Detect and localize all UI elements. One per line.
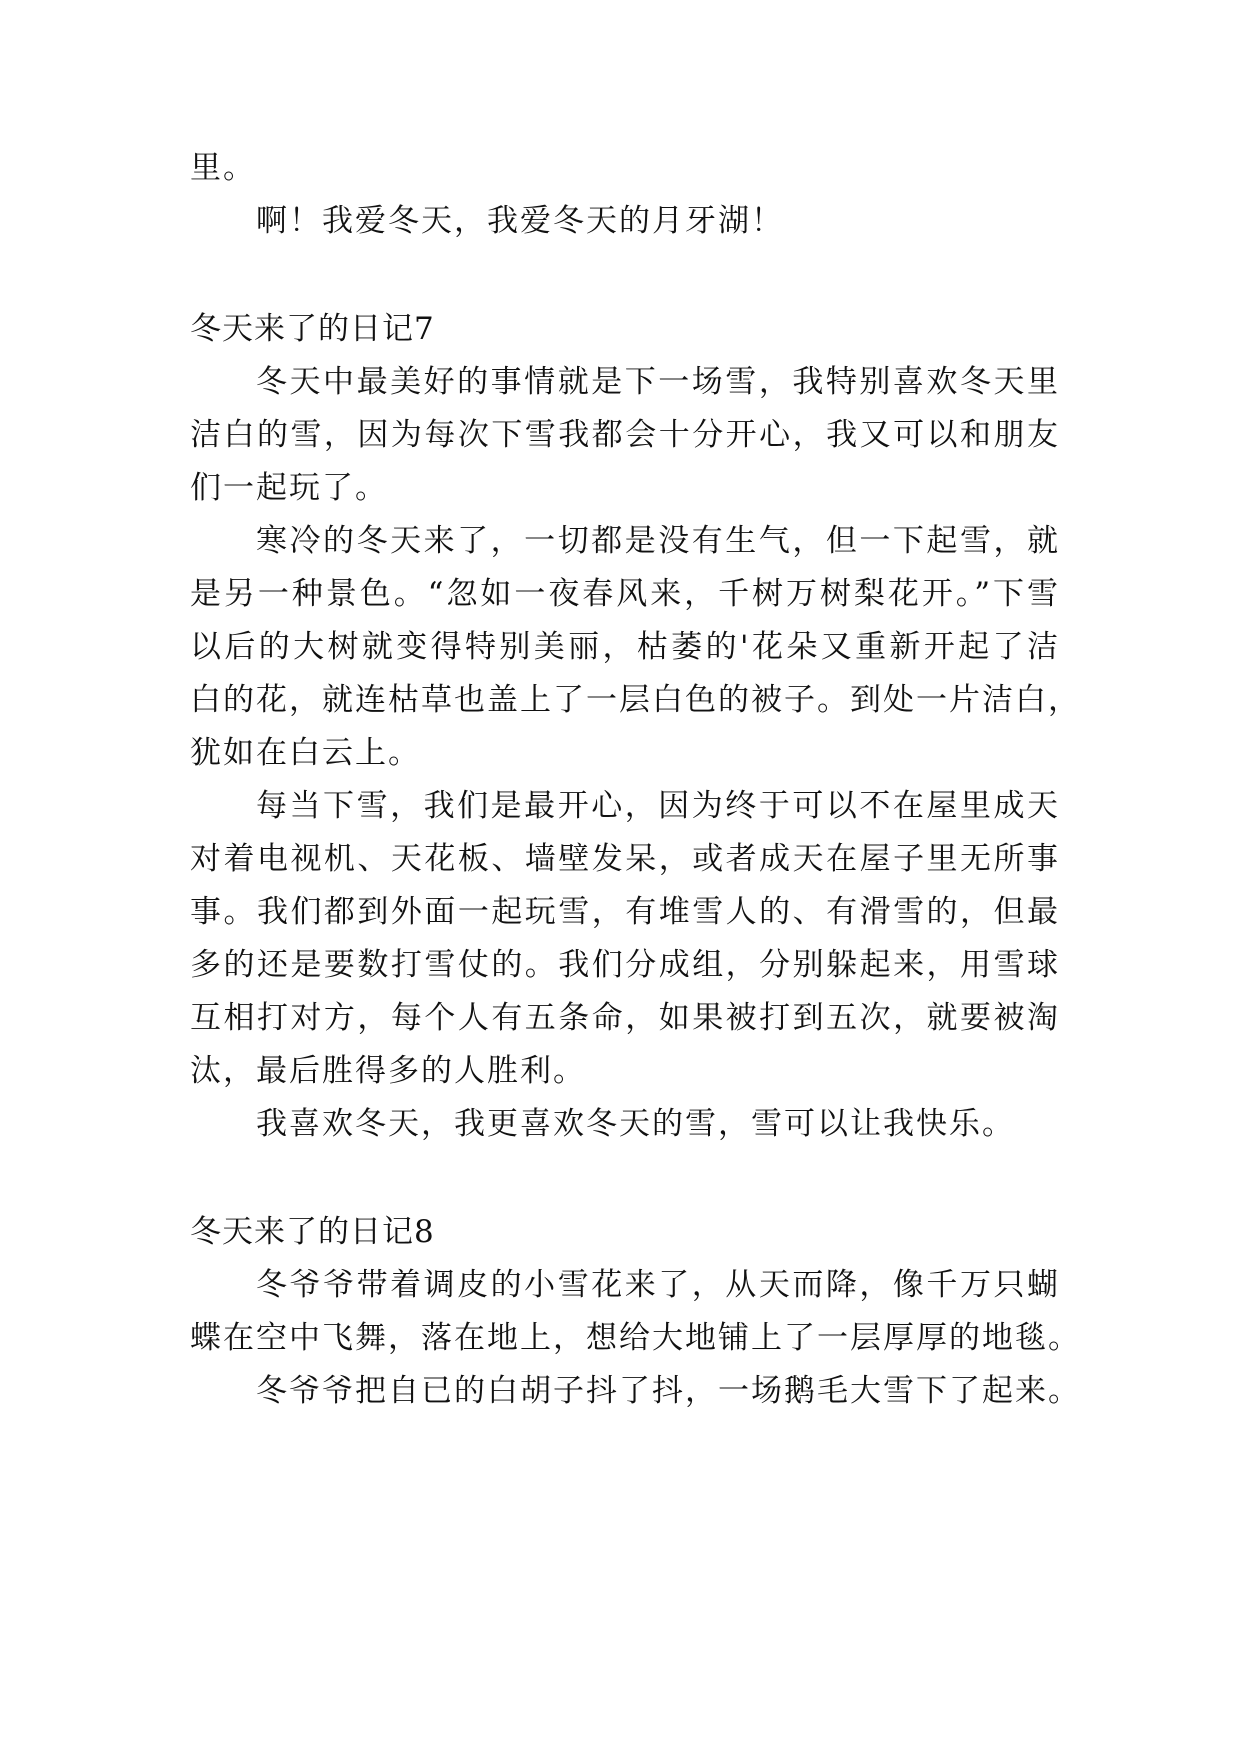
paragraph-line: 犹如在白云上。 (190, 735, 421, 771)
paragraph-line: 寒冷的冬天来了，一切都是没有生气，但一下起雪，就 (256, 523, 1060, 559)
paragraph-line: 白的花，就连枯草也盖上了一层白色的被子。到处一片洁白， (190, 682, 1081, 718)
paragraph-line: 冬爷爷把自已的白胡子抖了抖，一场鹅毛大雪下了起来。 (256, 1373, 1081, 1409)
paragraph-line: 啊！我爱冬天，我爱冬天的月牙湖！ (256, 203, 784, 239)
paragraph-line: 多的还是要数打雪仗的。我们分成组，分别躲起来，用雪球 (190, 947, 1060, 983)
paragraph-line: 以后的大树就变得特别美丽，枯萎的'花朵又重新开起了洁 (190, 629, 1060, 665)
paragraph-line: 互相打对方，每个人有五条命，如果被打到五次，就要被淘 (190, 1000, 1060, 1036)
paragraph-line: 冬爷爷带着调皮的小雪花来了，从天而降，像千万只蝴 (256, 1267, 1060, 1303)
diary-title: 冬天来了的日记8 (190, 1214, 435, 1250)
paragraph-line: 每当下雪，我们是最开心，因为终于可以不在屋里成天 (256, 788, 1060, 824)
paragraph-line: 汰，最后胜得多的人胜利。 (190, 1053, 586, 1089)
diary-title: 冬天来了的日记7 (190, 311, 435, 347)
paragraph-line: 是另一种景色。“忽如一夜春风来，千树万树梨花开。”下雪 (190, 576, 1060, 612)
paragraph-line: 蝶在空中飞舞，落在地上，想给大地铺上了一层厚厚的地毯。 (190, 1320, 1081, 1356)
paragraph-continuation: 里。 (190, 150, 256, 186)
paragraph-line: 对着电视机、天花板、墙壁发呆，或者成天在屋子里无所事 (190, 841, 1060, 877)
paragraph-line: 冬天中最美好的事情就是下一场雪，我特别喜欢冬天里 (256, 364, 1060, 400)
paragraph-line: 事。我们都到外面一起玩雪，有堆雪人的、有滑雪的，但最 (190, 894, 1060, 930)
paragraph-line: 我喜欢冬天，我更喜欢冬天的雪，雪可以让我快乐。 (256, 1106, 1015, 1142)
paragraph-line: 们一起玩了。 (190, 470, 388, 506)
paragraph-line: 洁白的雪，因为每次下雪我都会十分开心，我又可以和朋友 (190, 417, 1060, 453)
